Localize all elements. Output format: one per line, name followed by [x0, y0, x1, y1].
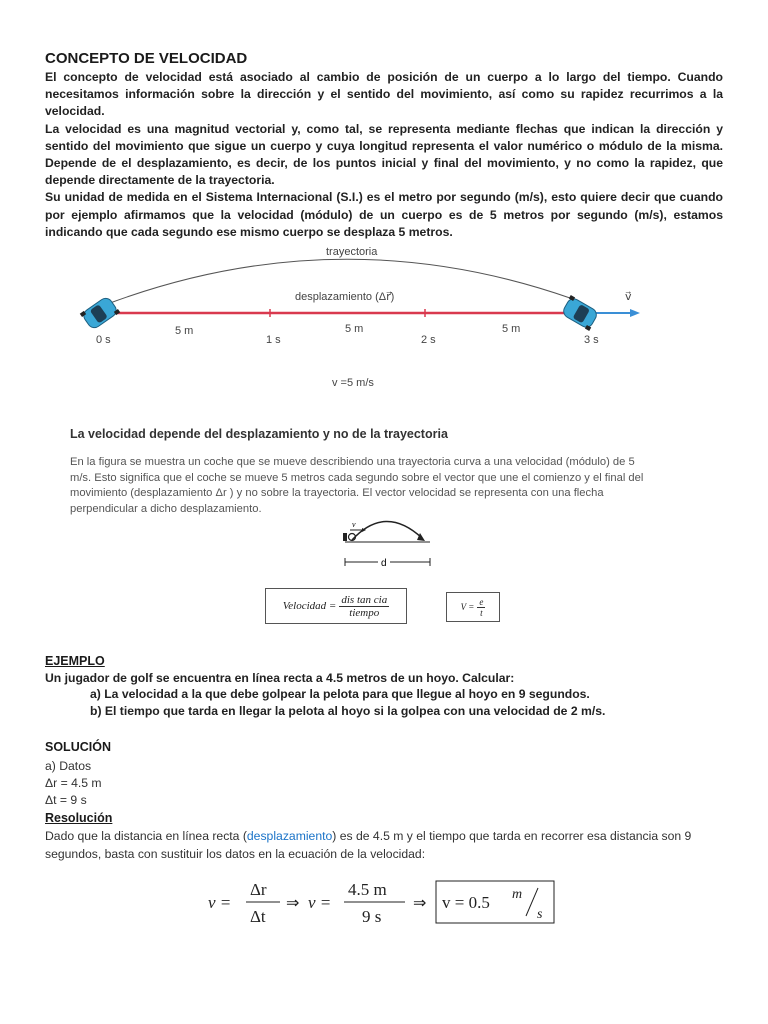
- eq-den1: Δt: [250, 907, 266, 926]
- subsection-title: La velocidad depende del desplazamiento y no de la trayectoria: [70, 427, 448, 441]
- speed-label: v =5 m/s: [332, 377, 374, 389]
- resolution-text-start: Dado que la distancia en línea recta (: [45, 829, 247, 843]
- trajectory-label: trayectoria: [326, 246, 378, 258]
- resolution-title: Resolución: [45, 811, 113, 825]
- segment-label: 5 m: [345, 323, 364, 335]
- intro-section: [45, 69, 723, 241]
- velocity-equation: [200, 872, 560, 932]
- eq-result: v = 0.5: [442, 893, 490, 912]
- data-line: a) Datos: [45, 759, 92, 773]
- eq-v2: v =: [308, 893, 332, 912]
- formula-denominator: t: [480, 607, 483, 618]
- eq-v1: v =: [208, 893, 232, 912]
- data-line: Δr = 4.5 m: [45, 776, 102, 790]
- data-line: Δt = 9 s: [45, 793, 87, 807]
- velocity-formula-box: [265, 588, 407, 624]
- distance-figure: [330, 512, 440, 572]
- v-label: v: [352, 520, 356, 529]
- segment-label: 5 m: [502, 323, 521, 335]
- intro-paragraph: El concepto de velocidad está asociado al cambio de posición de un cuerpo a lo largo del tiempo. Cuando necesitamos información sobre la dirección y el sentido del movimiento, así como su rapidez recurrimos a la velocidad.: [45, 70, 723, 119]
- eq-arrow: ⇒: [413, 895, 427, 912]
- eq-den2: 9 s: [362, 907, 382, 926]
- highlight-term: desplazamiento: [246, 829, 333, 843]
- example-statement: Un jugador de golf se encuentra en línea recta a 4.5 metros de un hoyo. Calcular:: [45, 671, 515, 685]
- formula-left: Velocidad =: [282, 600, 337, 612]
- resolution-text: [45, 827, 725, 863]
- subsection-text: En la figura se muestra un coche que se mueve describiendo una trayectoria curva a una velocidad (módulo) de 5 m/s. Esto significa que el coche se mueve 5 metros cada segundo sobre el vector que une el comienzo y el final del movimiento (desplazamiento Δr ) y no sobre la trayectoria. El vector velocidad se representa con una flecha perpendicular a dicho desplazamiento.: [70, 456, 644, 515]
- displacement-label: desplazamiento (Δr⃗): [295, 291, 395, 303]
- velocity-vector-label: v⃗: [625, 291, 632, 303]
- time-label: 1 s: [266, 334, 281, 346]
- eq-unit-den: s: [537, 907, 543, 922]
- velocity-arrowhead: [630, 309, 640, 317]
- example-title: EJEMPLO: [45, 654, 105, 668]
- intro-paragraph: Su unidad de medida en el Sistema Internacional (S.I.) es el metro por segundo (m/s), esto quiere decir que cuando por ejemplo afirmamos que la velocidad (módulo) de un cuerpo es de 5 metros por segundo (m/s), estamos indicando que cada segundo ese mismo cuerpo se desplaza 5 metros.: [45, 190, 723, 239]
- intro-paragraph: La velocidad es una magnitud vectorial y, como tal, se representa mediante flechas que indican la dirección y sentido del movimiento que sigue un cuerpo y cuya longitud representa el valor numérico o módulo de la misma. Depende de el desplazamiento, es decir, de los puntos inicial y final del movimiento, y no como la rapidez, que depende directamente de la trayectoria.: [45, 121, 723, 188]
- formula-left: V =: [460, 602, 475, 612]
- eq-num1: Δr: [250, 880, 267, 899]
- page-title: CONCEPTO DE VELOCIDAD: [45, 50, 248, 67]
- eq-arrow: ⇒: [286, 895, 300, 912]
- car-start: [80, 294, 120, 332]
- time-label: 3 s: [584, 334, 599, 346]
- example-item: b) El tiempo que tarda en llegar la pelota al hoyo si la golpea con una velocidad de 2 m/s.: [90, 704, 606, 718]
- resolution-text-end: ) es de 4.5 m y el tiempo que tarda en recorrer esa distancia son 9 segundos, basta con sustituir los datos en la ecuación de la velocidad:: [45, 829, 692, 861]
- symbol-formula-box: [446, 592, 500, 622]
- eq-num2: 4.5 m: [348, 880, 387, 899]
- solution-title: SOLUCIÓN: [45, 740, 111, 754]
- formula-fraction: [477, 597, 485, 618]
- car-end: [560, 295, 600, 331]
- formula-denominator: tiempo: [349, 606, 380, 619]
- segment-label: 5 m: [175, 325, 194, 337]
- formula-numerator: e: [479, 596, 484, 607]
- velocity-figure: [70, 238, 670, 398]
- formula-numerator: dis tan cia: [341, 593, 388, 606]
- eq-unit-num: m: [512, 887, 523, 902]
- time-label: 0 s: [96, 334, 111, 346]
- time-label: 2 s: [421, 334, 436, 346]
- formula-fraction: [339, 594, 389, 619]
- d-label: d: [381, 558, 387, 569]
- example-item: a) La velocidad a la que debe golpear la pelota para que llegue al hoyo en 9 segundos.: [90, 687, 590, 701]
